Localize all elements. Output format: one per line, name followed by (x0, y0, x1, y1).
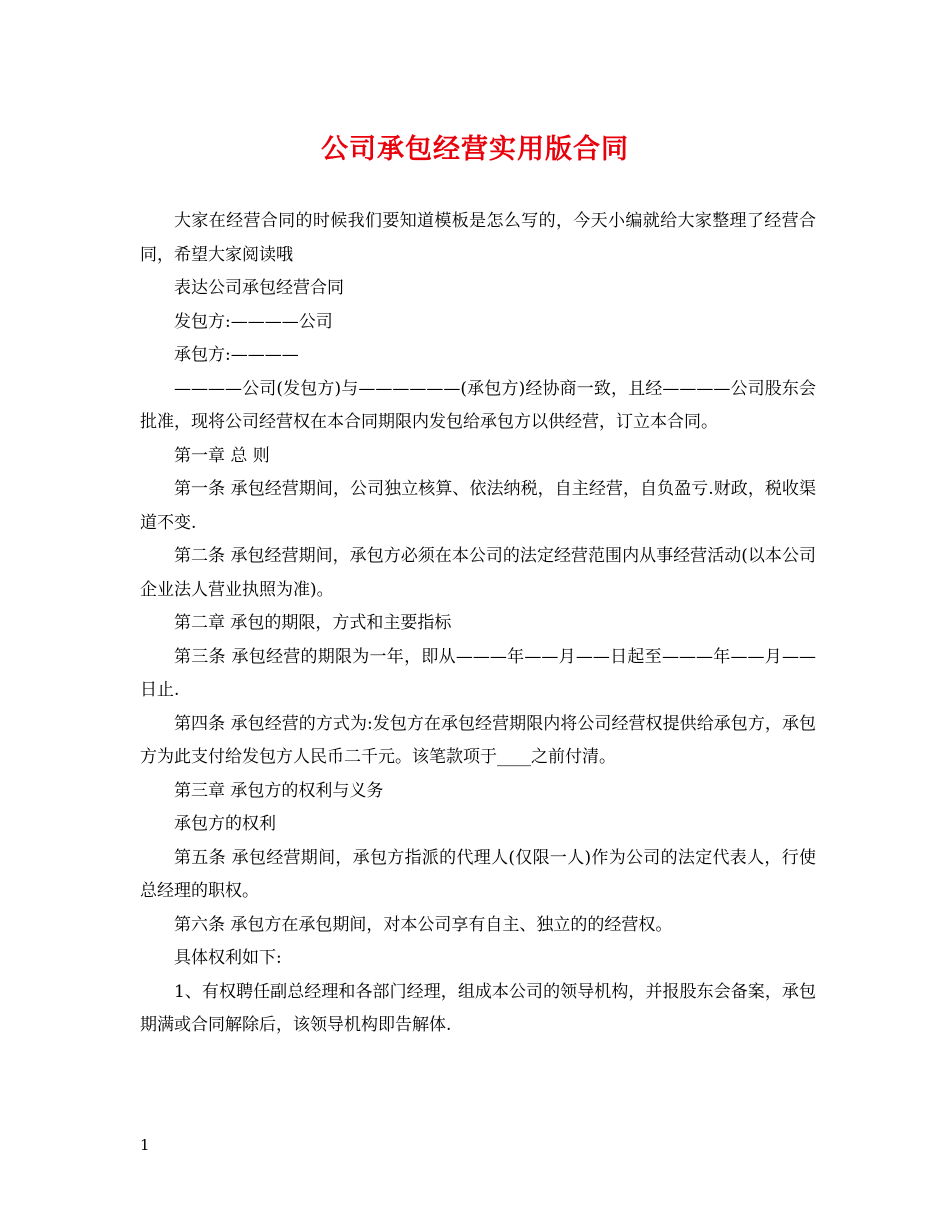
article-2: 第二条 承包经营期间，承包方必须在本公司的法定经营范围内从事经营活动(以本公司企业法人营业执照为准)。 (140, 546, 816, 600)
page-number: 1 (140, 1136, 150, 1154)
article-3: 第三条 承包经营的期限为一年，即从———年——月——日起至———年——月——日止. (140, 646, 816, 700)
paragraph-heading: 表达公司承包经营合同 (174, 278, 344, 298)
document-body (140, 205, 816, 1043)
paragraph-employer: 发包方:————公司 (174, 311, 333, 332)
paragraph-preamble: ————公司(发包方)与——————(承包方)经协商一致，且经————公司股东会批准，现将公司经营权在本合同期限内发包给承包方以供经营，订立本合同。 (140, 378, 816, 432)
chapter-1-heading: 第一章 总 则 (174, 445, 270, 466)
chapter-3-heading: 第三章 承包方的权利与义务 (174, 780, 384, 801)
article-4: 第四条 承包经营的方式为:发包方在承包经营期限内将公司经营权提供给承包方，承包方为此支付给发包方人民币二千元。该笔款项于____之前付清。 (140, 713, 816, 767)
article-1: 第一条 承包经营期间，公司独立核算、依法纳税，自主经营，自负盈亏.财政，税收渠道不变. (140, 479, 816, 533)
document-title: 公司承包经营实用版合同 (321, 134, 629, 165)
rights-intro: 具体权利如下: (174, 948, 282, 968)
chapter-2-heading: 第二章 承包的期限，方式和主要指标 (174, 613, 452, 633)
section-contractor-rights: 承包方的权利 (174, 814, 276, 834)
article-5: 第五条 承包经营期间，承包方指派的代理人(仅限一人)作为公司的法定代表人，行使总经理的职权。 (140, 847, 816, 901)
article-6: 第六条 承包方在承包期间，对本公司享有自主、独立的的经营权。 (174, 914, 673, 935)
paragraph-contractor: 承包方:———— (174, 345, 299, 365)
paragraph-intro: 大家在经营合同的时候我们要知道模板是怎么写的，今天小编就给大家整理了经营合同，希望大家阅读哦 (140, 211, 816, 265)
right-item-1: 1、有权聘任副总经理和各部门经理，组成本公司的领导机构，并报股东会备案，承包期满或合同解除后，该领导机构即告解体. (140, 981, 816, 1035)
